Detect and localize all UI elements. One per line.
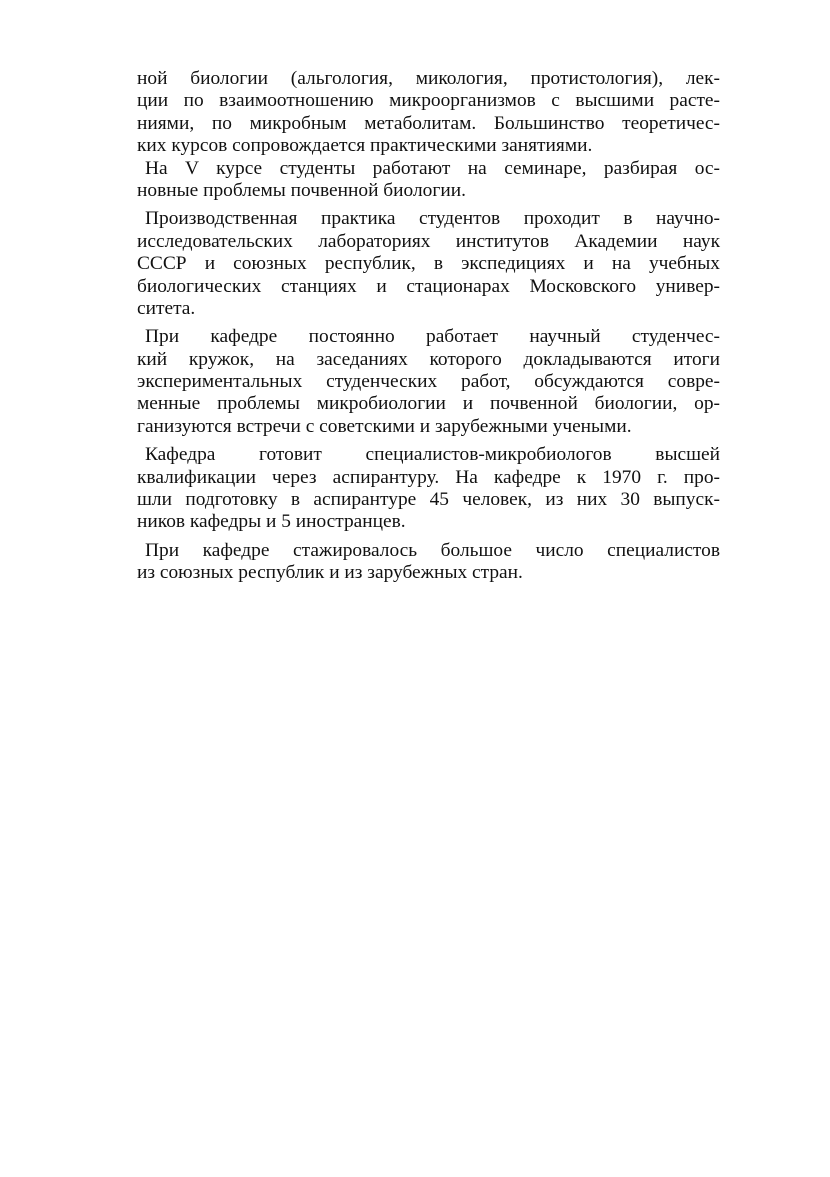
text-line: ситета. (137, 297, 196, 319)
text-line: из союзных республик и из зарубежных стран. (137, 562, 523, 584)
text-line: биологических станциях и стационарах Московского универ- (137, 275, 720, 297)
text-line: Кафедра готовит специалистов-микробиологов высшей (145, 444, 720, 466)
text-line: ганизуются встречи с советскими и зарубежными учеными. (137, 415, 632, 437)
text-line: ников кафедры и 5 иностранцев. (137, 511, 406, 533)
text-line: квалификации через аспирантуру. На кафедре к 1970 г. про- (137, 466, 720, 488)
text-line: ции по взаимоотношению микроорганизмов с высшими расте- (137, 90, 720, 112)
text-line: При кафедре стажировалось большое число специалистов (145, 539, 720, 561)
text-line: исследовательских лабораториях институтов Академии наук (137, 230, 720, 252)
text-line: ной биологии (альгология, микология, протистология), лек- (137, 68, 720, 89)
text-line: Производственная практика студентов проходит в научно- (145, 208, 720, 230)
text-line: экспериментальных студенческих работ, обсуждаются совре- (137, 371, 720, 393)
text-line: СССР и союзных республик, в экспедициях и на учебных (137, 253, 720, 275)
text-line: На V курсе студенты работают на семинаре, разбирая ос- (145, 157, 720, 179)
text-line: ниями, по микробным метаболитам. Большинство теоретичес- (137, 112, 720, 134)
text-line: шли подготовку в аспирантуре 45 человек, из них 30 выпуск- (137, 489, 720, 511)
text-line: кий кружок, на заседаниях которого докладываются итоги (137, 348, 720, 370)
text-line: менные проблемы микробиологии и почвенной биологии, ор- (137, 393, 720, 415)
body-text (137, 68, 720, 585)
text-line: новные проблемы почвенной биологии. (137, 179, 466, 201)
text-line: ких курсов сопровождается практическими занятиями. (137, 135, 593, 157)
text-line: При кафедре постоянно работает научный студенчес- (145, 326, 720, 348)
